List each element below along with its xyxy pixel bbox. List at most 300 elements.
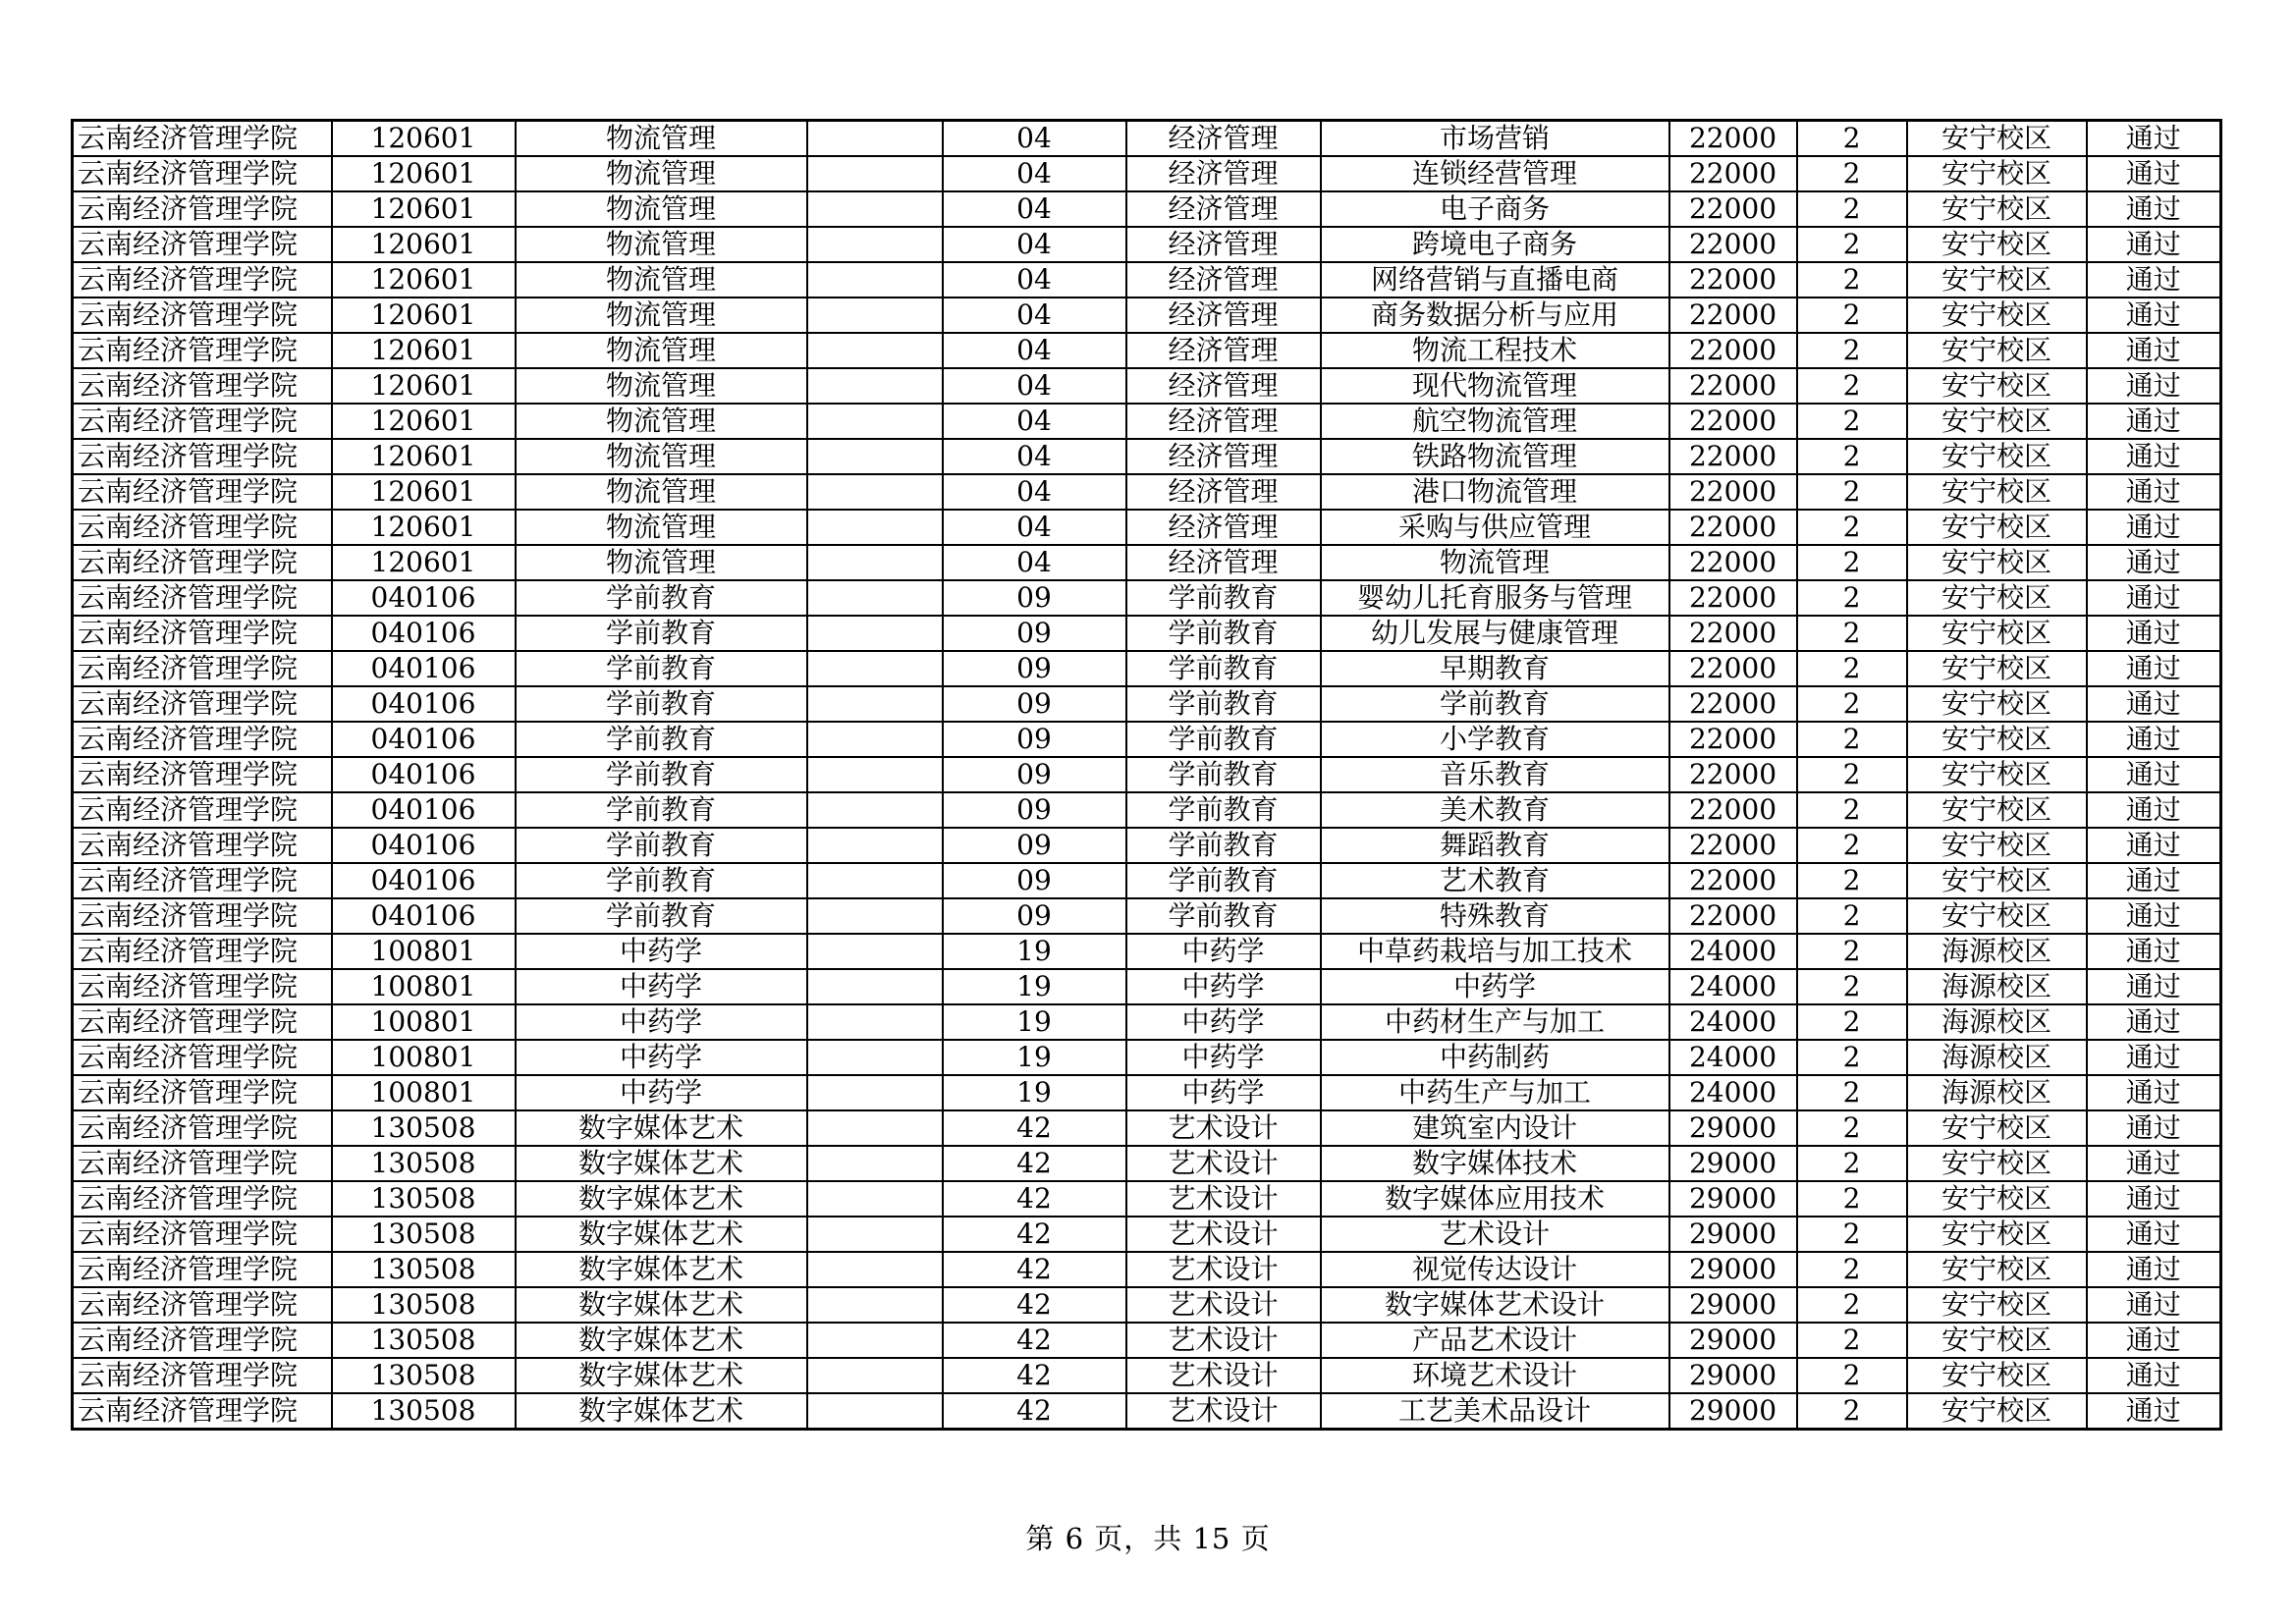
program-name-cell: 物流管理: [1321, 545, 1669, 580]
table-row: [73, 757, 2221, 792]
program-name-cell: 网络营销与直播电商: [1321, 262, 1669, 298]
tuition-cell: 22000: [1669, 227, 1797, 262]
program-name-cell: 商务数据分析与应用: [1321, 298, 1669, 333]
category-code-cell: 09: [943, 828, 1126, 863]
school-name-cell: 云南经济管理学院: [73, 227, 332, 262]
blank-cell: [807, 863, 943, 898]
blank-cell: [807, 934, 943, 969]
major-code-cell: 100801: [332, 1040, 516, 1075]
category-code-cell: 09: [943, 863, 1126, 898]
table-row: [73, 580, 2221, 616]
tuition-cell: 29000: [1669, 1110, 1797, 1146]
blank-cell: [807, 262, 943, 298]
table-row: [73, 969, 2221, 1004]
tuition-cell: 22000: [1669, 474, 1797, 510]
years-cell: 2: [1797, 828, 1907, 863]
major-code-cell: 130508: [332, 1323, 516, 1358]
category-name-cell: 学前教育: [1126, 898, 1321, 934]
years-cell: 2: [1797, 969, 1907, 1004]
tuition-cell: 22000: [1669, 121, 1797, 157]
status-cell: 通过: [2087, 1393, 2221, 1430]
campus-cell: 安宁校区: [1907, 545, 2087, 580]
table-row: [73, 1393, 2221, 1430]
school-name-cell: 云南经济管理学院: [73, 510, 332, 545]
years-cell: 2: [1797, 439, 1907, 474]
category-name-cell: 学前教育: [1126, 792, 1321, 828]
school-name-cell: 云南经济管理学院: [73, 1040, 332, 1075]
years-cell: 2: [1797, 722, 1907, 757]
major-code-cell: 130508: [332, 1358, 516, 1393]
status-cell: 通过: [2087, 934, 2221, 969]
blank-cell: [807, 298, 943, 333]
tuition-cell: 29000: [1669, 1358, 1797, 1393]
campus-cell: 安宁校区: [1907, 333, 2087, 368]
blank-cell: [807, 616, 943, 651]
campus-cell: 安宁校区: [1907, 1110, 2087, 1146]
table-body: [73, 121, 2221, 1430]
years-cell: 2: [1797, 1004, 1907, 1040]
table-row: [73, 828, 2221, 863]
category-name-cell: 艺术设计: [1126, 1217, 1321, 1252]
category-code-cell: 09: [943, 757, 1126, 792]
school-name-cell: 云南经济管理学院: [73, 969, 332, 1004]
status-cell: 通过: [2087, 1287, 2221, 1323]
category-name-cell: 艺术设计: [1126, 1358, 1321, 1393]
school-name-cell: 云南经济管理学院: [73, 1358, 332, 1393]
tuition-cell: 22000: [1669, 828, 1797, 863]
category-name-cell: 经济管理: [1126, 262, 1321, 298]
category-name-cell: 学前教育: [1126, 580, 1321, 616]
years-cell: 2: [1797, 298, 1907, 333]
years-cell: 2: [1797, 1393, 1907, 1430]
category-code-cell: 42: [943, 1217, 1126, 1252]
major-name-cell: 学前教育: [516, 792, 807, 828]
campus-cell: 海源校区: [1907, 934, 2087, 969]
campus-cell: 安宁校区: [1907, 1181, 2087, 1217]
school-name-cell: 云南经济管理学院: [73, 792, 332, 828]
school-name-cell: 云南经济管理学院: [73, 757, 332, 792]
major-code-cell: 130508: [332, 1181, 516, 1217]
campus-cell: 安宁校区: [1907, 686, 2087, 722]
years-cell: 2: [1797, 333, 1907, 368]
category-code-cell: 42: [943, 1252, 1126, 1287]
table-row: [73, 686, 2221, 722]
tuition-cell: 22000: [1669, 333, 1797, 368]
years-cell: 2: [1797, 545, 1907, 580]
major-name-cell: 物流管理: [516, 510, 807, 545]
status-cell: 通过: [2087, 969, 2221, 1004]
status-cell: 通过: [2087, 898, 2221, 934]
campus-cell: 安宁校区: [1907, 1287, 2087, 1323]
program-name-cell: 中药材生产与加工: [1321, 1004, 1669, 1040]
major-code-cell: 040106: [332, 863, 516, 898]
tuition-cell: 22000: [1669, 404, 1797, 439]
category-code-cell: 04: [943, 191, 1126, 227]
blank-cell: [807, 969, 943, 1004]
category-code-cell: 42: [943, 1287, 1126, 1323]
years-cell: 2: [1797, 1217, 1907, 1252]
years-cell: 2: [1797, 191, 1907, 227]
years-cell: 2: [1797, 1287, 1907, 1323]
table-row: [73, 1358, 2221, 1393]
status-cell: 通过: [2087, 828, 2221, 863]
school-name-cell: 云南经济管理学院: [73, 616, 332, 651]
major-code-cell: 040106: [332, 651, 516, 686]
school-name-cell: 云南经济管理学院: [73, 1217, 332, 1252]
school-name-cell: 云南经济管理学院: [73, 474, 332, 510]
years-cell: 2: [1797, 404, 1907, 439]
tuition-cell: 22000: [1669, 262, 1797, 298]
school-name-cell: 云南经济管理学院: [73, 191, 332, 227]
category-name-cell: 学前教育: [1126, 757, 1321, 792]
status-cell: 通过: [2087, 227, 2221, 262]
tuition-cell: 22000: [1669, 898, 1797, 934]
school-name-cell: 云南经济管理学院: [73, 545, 332, 580]
major-code-cell: 120601: [332, 333, 516, 368]
school-name-cell: 云南经济管理学院: [73, 1287, 332, 1323]
blank-cell: [807, 686, 943, 722]
major-code-cell: 040106: [332, 792, 516, 828]
major-name-cell: 学前教育: [516, 863, 807, 898]
category-code-cell: 19: [943, 969, 1126, 1004]
blank-cell: [807, 156, 943, 191]
program-name-cell: 铁路物流管理: [1321, 439, 1669, 474]
program-name-cell: 学前教育: [1321, 686, 1669, 722]
major-code-cell: 040106: [332, 686, 516, 722]
major-code-cell: 040106: [332, 580, 516, 616]
category-code-cell: 04: [943, 439, 1126, 474]
school-name-cell: 云南经济管理学院: [73, 686, 332, 722]
category-name-cell: 经济管理: [1126, 227, 1321, 262]
program-name-cell: 幼儿发展与健康管理: [1321, 616, 1669, 651]
major-name-cell: 物流管理: [516, 262, 807, 298]
campus-cell: 安宁校区: [1907, 227, 2087, 262]
category-code-cell: 04: [943, 121, 1126, 157]
blank-cell: [807, 1287, 943, 1323]
status-cell: 通过: [2087, 1146, 2221, 1181]
status-cell: 通过: [2087, 1358, 2221, 1393]
years-cell: 2: [1797, 1040, 1907, 1075]
campus-cell: 安宁校区: [1907, 792, 2087, 828]
blank-cell: [807, 1181, 943, 1217]
school-name-cell: 云南经济管理学院: [73, 898, 332, 934]
program-name-cell: 建筑室内设计: [1321, 1110, 1669, 1146]
category-name-cell: 经济管理: [1126, 298, 1321, 333]
school-name-cell: 云南经济管理学院: [73, 1252, 332, 1287]
blank-cell: [807, 1146, 943, 1181]
table-row: [73, 1004, 2221, 1040]
tuition-cell: 22000: [1669, 792, 1797, 828]
status-cell: 通过: [2087, 368, 2221, 404]
category-code-cell: 09: [943, 580, 1126, 616]
major-code-cell: 130508: [332, 1217, 516, 1252]
table-row: [73, 934, 2221, 969]
blank-cell: [807, 722, 943, 757]
category-name-cell: 学前教育: [1126, 722, 1321, 757]
major-name-cell: 物流管理: [516, 156, 807, 191]
major-name-cell: 物流管理: [516, 333, 807, 368]
major-code-cell: 120601: [332, 121, 516, 157]
tuition-cell: 29000: [1669, 1323, 1797, 1358]
program-name-cell: 婴幼儿托育服务与管理: [1321, 580, 1669, 616]
tuition-cell: 24000: [1669, 1004, 1797, 1040]
major-name-cell: 中药学: [516, 969, 807, 1004]
campus-cell: 安宁校区: [1907, 863, 2087, 898]
major-code-cell: 120601: [332, 474, 516, 510]
program-name-cell: 小学教育: [1321, 722, 1669, 757]
program-name-cell: 电子商务: [1321, 191, 1669, 227]
blank-cell: [807, 227, 943, 262]
tuition-cell: 22000: [1669, 722, 1797, 757]
category-name-cell: 经济管理: [1126, 368, 1321, 404]
campus-cell: 安宁校区: [1907, 1217, 2087, 1252]
category-name-cell: 经济管理: [1126, 191, 1321, 227]
table-row: [73, 298, 2221, 333]
major-code-cell: 040106: [332, 898, 516, 934]
category-code-cell: 19: [943, 1004, 1126, 1040]
major-code-cell: 130508: [332, 1146, 516, 1181]
years-cell: 2: [1797, 1323, 1907, 1358]
years-cell: 2: [1797, 616, 1907, 651]
blank-cell: [807, 510, 943, 545]
tuition-cell: 22000: [1669, 686, 1797, 722]
major-name-cell: 学前教育: [516, 898, 807, 934]
status-cell: 通过: [2087, 333, 2221, 368]
program-name-cell: 港口物流管理: [1321, 474, 1669, 510]
campus-cell: 安宁校区: [1907, 616, 2087, 651]
table-row: [73, 1075, 2221, 1110]
status-cell: 通过: [2087, 404, 2221, 439]
blank-cell: [807, 1004, 943, 1040]
tuition-cell: 29000: [1669, 1181, 1797, 1217]
campus-cell: 安宁校区: [1907, 1146, 2087, 1181]
table-row: [73, 1287, 2221, 1323]
category-name-cell: 经济管理: [1126, 156, 1321, 191]
program-name-cell: 早期教育: [1321, 651, 1669, 686]
campus-cell: 安宁校区: [1907, 757, 2087, 792]
campus-cell: 安宁校区: [1907, 156, 2087, 191]
school-name-cell: 云南经济管理学院: [73, 1323, 332, 1358]
program-name-cell: 数字媒体技术: [1321, 1146, 1669, 1181]
campus-cell: 安宁校区: [1907, 474, 2087, 510]
tuition-cell: 24000: [1669, 969, 1797, 1004]
school-name-cell: 云南经济管理学院: [73, 156, 332, 191]
table-row: [73, 1252, 2221, 1287]
table-row: [73, 651, 2221, 686]
category-name-cell: 中药学: [1126, 1075, 1321, 1110]
table-row: [73, 333, 2221, 368]
major-name-cell: 数字媒体艺术: [516, 1323, 807, 1358]
program-name-cell: 现代物流管理: [1321, 368, 1669, 404]
category-name-cell: 学前教育: [1126, 616, 1321, 651]
school-name-cell: 云南经济管理学院: [73, 1146, 332, 1181]
table-row: [73, 545, 2221, 580]
blank-cell: [807, 828, 943, 863]
school-name-cell: 云南经济管理学院: [73, 121, 332, 157]
campus-cell: 安宁校区: [1907, 121, 2087, 157]
blank-cell: [807, 1040, 943, 1075]
table-row: [73, 1323, 2221, 1358]
major-name-cell: 数字媒体艺术: [516, 1110, 807, 1146]
category-code-cell: 04: [943, 298, 1126, 333]
status-cell: 通过: [2087, 722, 2221, 757]
years-cell: 2: [1797, 863, 1907, 898]
major-name-cell: 中药学: [516, 934, 807, 969]
status-cell: 通过: [2087, 262, 2221, 298]
status-cell: 通过: [2087, 651, 2221, 686]
status-cell: 通过: [2087, 439, 2221, 474]
years-cell: 2: [1797, 368, 1907, 404]
table-row: [73, 1040, 2221, 1075]
tuition-cell: 22000: [1669, 545, 1797, 580]
status-cell: 通过: [2087, 191, 2221, 227]
table-row: [73, 474, 2221, 510]
category-code-cell: 42: [943, 1110, 1126, 1146]
school-name-cell: 云南经济管理学院: [73, 439, 332, 474]
school-name-cell: 云南经济管理学院: [73, 651, 332, 686]
category-code-cell: 09: [943, 722, 1126, 757]
blank-cell: [807, 368, 943, 404]
category-code-cell: 42: [943, 1393, 1126, 1430]
category-name-cell: 艺术设计: [1126, 1287, 1321, 1323]
table-row: [73, 262, 2221, 298]
category-code-cell: 19: [943, 1075, 1126, 1110]
program-name-cell: 美术教育: [1321, 792, 1669, 828]
table-row: [73, 156, 2221, 191]
category-name-cell: 艺术设计: [1126, 1323, 1321, 1358]
school-name-cell: 云南经济管理学院: [73, 934, 332, 969]
category-name-cell: 经济管理: [1126, 121, 1321, 157]
major-name-cell: 物流管理: [516, 298, 807, 333]
table-row: [73, 404, 2221, 439]
years-cell: 2: [1797, 156, 1907, 191]
status-cell: 通过: [2087, 1075, 2221, 1110]
campus-cell: 安宁校区: [1907, 898, 2087, 934]
major-code-cell: 120601: [332, 262, 516, 298]
major-name-cell: 学前教育: [516, 580, 807, 616]
table-row: [73, 722, 2221, 757]
major-code-cell: 120601: [332, 404, 516, 439]
tuition-cell: 22000: [1669, 616, 1797, 651]
program-name-cell: 跨境电子商务: [1321, 227, 1669, 262]
document-page: [71, 119, 2219, 1431]
category-code-cell: 04: [943, 333, 1126, 368]
years-cell: 2: [1797, 510, 1907, 545]
major-name-cell: 物流管理: [516, 227, 807, 262]
tuition-cell: 22000: [1669, 757, 1797, 792]
program-name-cell: 艺术设计: [1321, 1217, 1669, 1252]
category-name-cell: 学前教育: [1126, 863, 1321, 898]
years-cell: 2: [1797, 686, 1907, 722]
data-table: [71, 119, 2222, 1431]
table-row: [73, 1110, 2221, 1146]
campus-cell: 安宁校区: [1907, 404, 2087, 439]
category-name-cell: 经济管理: [1126, 404, 1321, 439]
years-cell: 2: [1797, 1110, 1907, 1146]
campus-cell: 安宁校区: [1907, 828, 2087, 863]
blank-cell: [807, 1110, 943, 1146]
table-row: [73, 792, 2221, 828]
tuition-cell: 22000: [1669, 510, 1797, 545]
category-code-cell: 04: [943, 545, 1126, 580]
school-name-cell: 云南经济管理学院: [73, 1004, 332, 1040]
tuition-cell: 29000: [1669, 1393, 1797, 1430]
status-cell: 通过: [2087, 792, 2221, 828]
blank-cell: [807, 1323, 943, 1358]
tuition-cell: 22000: [1669, 368, 1797, 404]
table-row: [73, 898, 2221, 934]
school-name-cell: 云南经济管理学院: [73, 1075, 332, 1110]
tuition-cell: 22000: [1669, 580, 1797, 616]
major-name-cell: 中药学: [516, 1040, 807, 1075]
category-name-cell: 中药学: [1126, 1040, 1321, 1075]
program-name-cell: 数字媒体应用技术: [1321, 1181, 1669, 1217]
major-name-cell: 物流管理: [516, 368, 807, 404]
major-code-cell: 120601: [332, 368, 516, 404]
school-name-cell: 云南经济管理学院: [73, 368, 332, 404]
category-code-cell: 04: [943, 156, 1126, 191]
blank-cell: [807, 191, 943, 227]
status-cell: 通过: [2087, 580, 2221, 616]
major-code-cell: 120601: [332, 227, 516, 262]
status-cell: 通过: [2087, 1181, 2221, 1217]
blank-cell: [807, 1217, 943, 1252]
category-name-cell: 艺术设计: [1126, 1252, 1321, 1287]
program-name-cell: 航空物流管理: [1321, 404, 1669, 439]
years-cell: 2: [1797, 757, 1907, 792]
tuition-cell: 22000: [1669, 651, 1797, 686]
major-name-cell: 物流管理: [516, 404, 807, 439]
campus-cell: 安宁校区: [1907, 510, 2087, 545]
program-name-cell: 艺术教育: [1321, 863, 1669, 898]
major-code-cell: 040106: [332, 616, 516, 651]
tuition-cell: 24000: [1669, 1075, 1797, 1110]
program-name-cell: 环境艺术设计: [1321, 1358, 1669, 1393]
years-cell: 2: [1797, 792, 1907, 828]
category-name-cell: 经济管理: [1126, 439, 1321, 474]
program-name-cell: 视觉传达设计: [1321, 1252, 1669, 1287]
major-name-cell: 数字媒体艺术: [516, 1146, 807, 1181]
category-code-cell: 04: [943, 474, 1126, 510]
tuition-cell: 22000: [1669, 156, 1797, 191]
tuition-cell: 29000: [1669, 1287, 1797, 1323]
tuition-cell: 29000: [1669, 1217, 1797, 1252]
major-name-cell: 物流管理: [516, 191, 807, 227]
status-cell: 通过: [2087, 545, 2221, 580]
program-name-cell: 中药生产与加工: [1321, 1075, 1669, 1110]
campus-cell: 安宁校区: [1907, 262, 2087, 298]
table-row: [73, 1217, 2221, 1252]
tuition-cell: 29000: [1669, 1146, 1797, 1181]
tuition-cell: 22000: [1669, 298, 1797, 333]
major-name-cell: 学前教育: [516, 651, 807, 686]
tuition-cell: 29000: [1669, 1252, 1797, 1287]
campus-cell: 安宁校区: [1907, 722, 2087, 757]
years-cell: 2: [1797, 1358, 1907, 1393]
years-cell: 2: [1797, 898, 1907, 934]
major-name-cell: 数字媒体艺术: [516, 1181, 807, 1217]
table-row: [73, 863, 2221, 898]
table-row: [73, 368, 2221, 404]
status-cell: 通过: [2087, 121, 2221, 157]
program-name-cell: 市场营销: [1321, 121, 1669, 157]
school-name-cell: 云南经济管理学院: [73, 333, 332, 368]
category-code-cell: 09: [943, 898, 1126, 934]
years-cell: 2: [1797, 1181, 1907, 1217]
years-cell: 2: [1797, 1252, 1907, 1287]
major-name-cell: 学前教育: [516, 722, 807, 757]
blank-cell: [807, 333, 943, 368]
